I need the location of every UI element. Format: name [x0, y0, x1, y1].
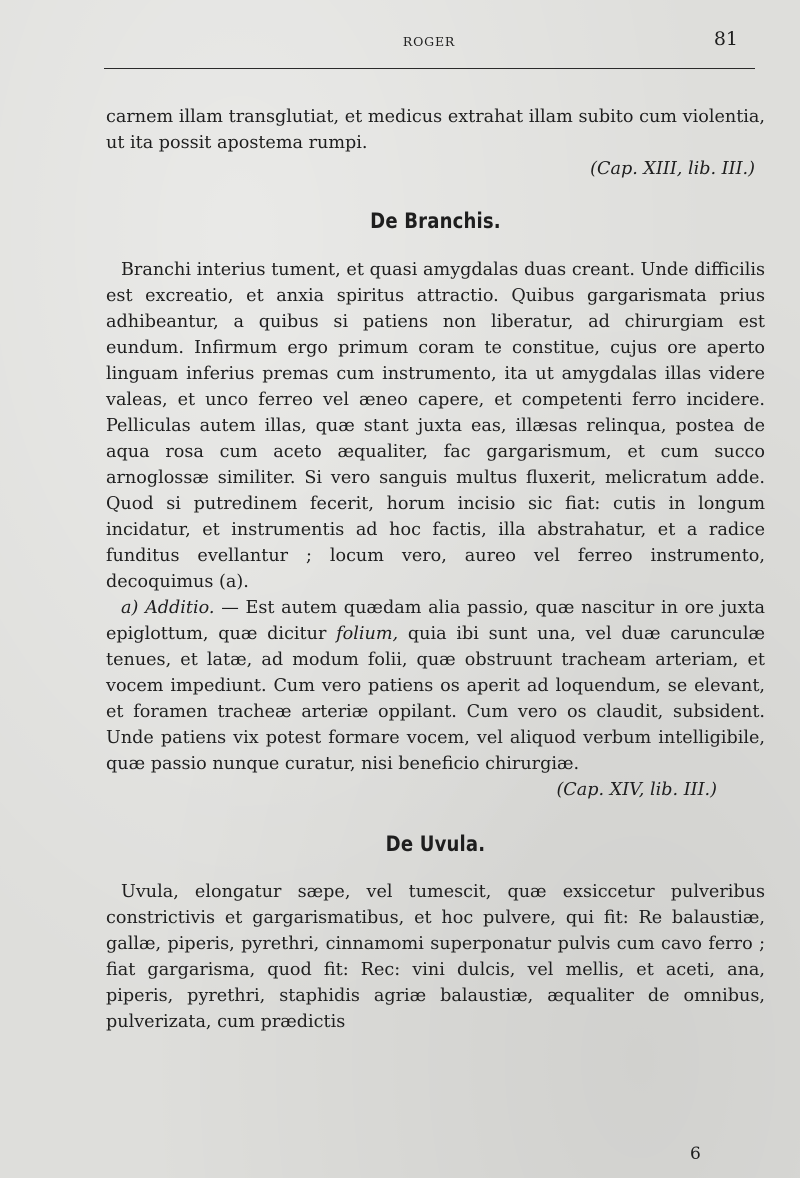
paragraph-branchis: Branchi interius tument, et quasi amygdalas duas creant. Unde difficilis est excreatio, et anxia spiritus attractio. Quibus gargarismata prius adhibeantur, a quibus si patiens non liberatur, ad chirurgiam est eundum. Infirmum ergo primum coram te constitue, cujus ore aperto linguam inferius premas cum instrumento, ita ut amygdalas illas videre valeas, et unco ferreo vel æneo capere, et competenti ferro incidere. Pelliculas autem illas, quæ stant juxta eas, illæsas relinqua, postea de aqua rosa cum aceto æqualiter, fac gargarismum, et cum succo arnoglossæ similiter. Si vero sanguis multus fluxerit, melicratum adde. Quod si putredinem fecerit, horum incisio sic fiat: cutis in longum incidatur, et instrumentis ad hoc factis, illa abstrahatur, et a radice funditus evellantur ; locum vero, aureo vel ferreo instrumento, decoquimus (a). — [106, 260, 765, 592]
page-number: 81 — [713, 28, 738, 50]
continuation-paragraph: carnem illam transglutiat, et medicus extrahat illam subito cum violentia, ut ita possit apostema rumpi. — [106, 107, 765, 153]
citation-chapter-14: (Cap. XIV, lib. III.) — [556, 780, 717, 800]
citation-chapter-13: (Cap. XIII, lib. III.) — [590, 159, 755, 179]
additio-note — [106, 595, 765, 777]
page-header — [104, 28, 754, 58]
note-marker: a) — [121, 598, 139, 618]
body-text — [106, 104, 765, 1035]
note-text-start: — Est autem quædam alia passio, quæ nascitur in ore juxta epiglottum, quæ dicitur — [106, 598, 766, 644]
section-heading-branchis: De Branchis. — [370, 209, 501, 233]
note-italic-term: folium, — [336, 624, 399, 644]
paragraph-uvula: Uvula, elongatur sæpe, vel tumescit, quæ exsiccetur pulveribus constrictivis et gargarismatibus, et hoc pulvere, qui fit: Re balaustiæ, gallæ, piperis, pyrethri, cinnamomi superponatur pulvis cum cavo ferro ; fiat gargarisma, quod fit: Rec: vini dulcis, vel mellis, et aceti, ana, piperis, pyrethri, staphidis agriæ balaustiæ, æqualiter de omnibus, pulverizata, cum prædictis — [106, 882, 765, 1032]
header-rule — [104, 68, 755, 69]
running-head: ROGER — [402, 34, 456, 49]
note-text-end: quia ibi sunt una, vel duæ carunculæ tenues, et latæ, ad modum folii, quæ obstruunt tracheam arteriam, et vocem impediunt. Cum vero patiens os aperit ad loquendum, se elevant, et foramen tracheæ arteriæ oppilant. Cum vero os claudit, subsident. Unde patiens vix potest formare vocem, vel aliquod verbum intelligibile, quæ passio nunque curatur, nisi beneficio chirurgiæ. — [106, 624, 766, 774]
section-heading-uvula: De Uvula. — [385, 832, 486, 856]
signature-mark: 6 — [690, 1144, 701, 1164]
note-label: Additio. — [145, 598, 215, 618]
